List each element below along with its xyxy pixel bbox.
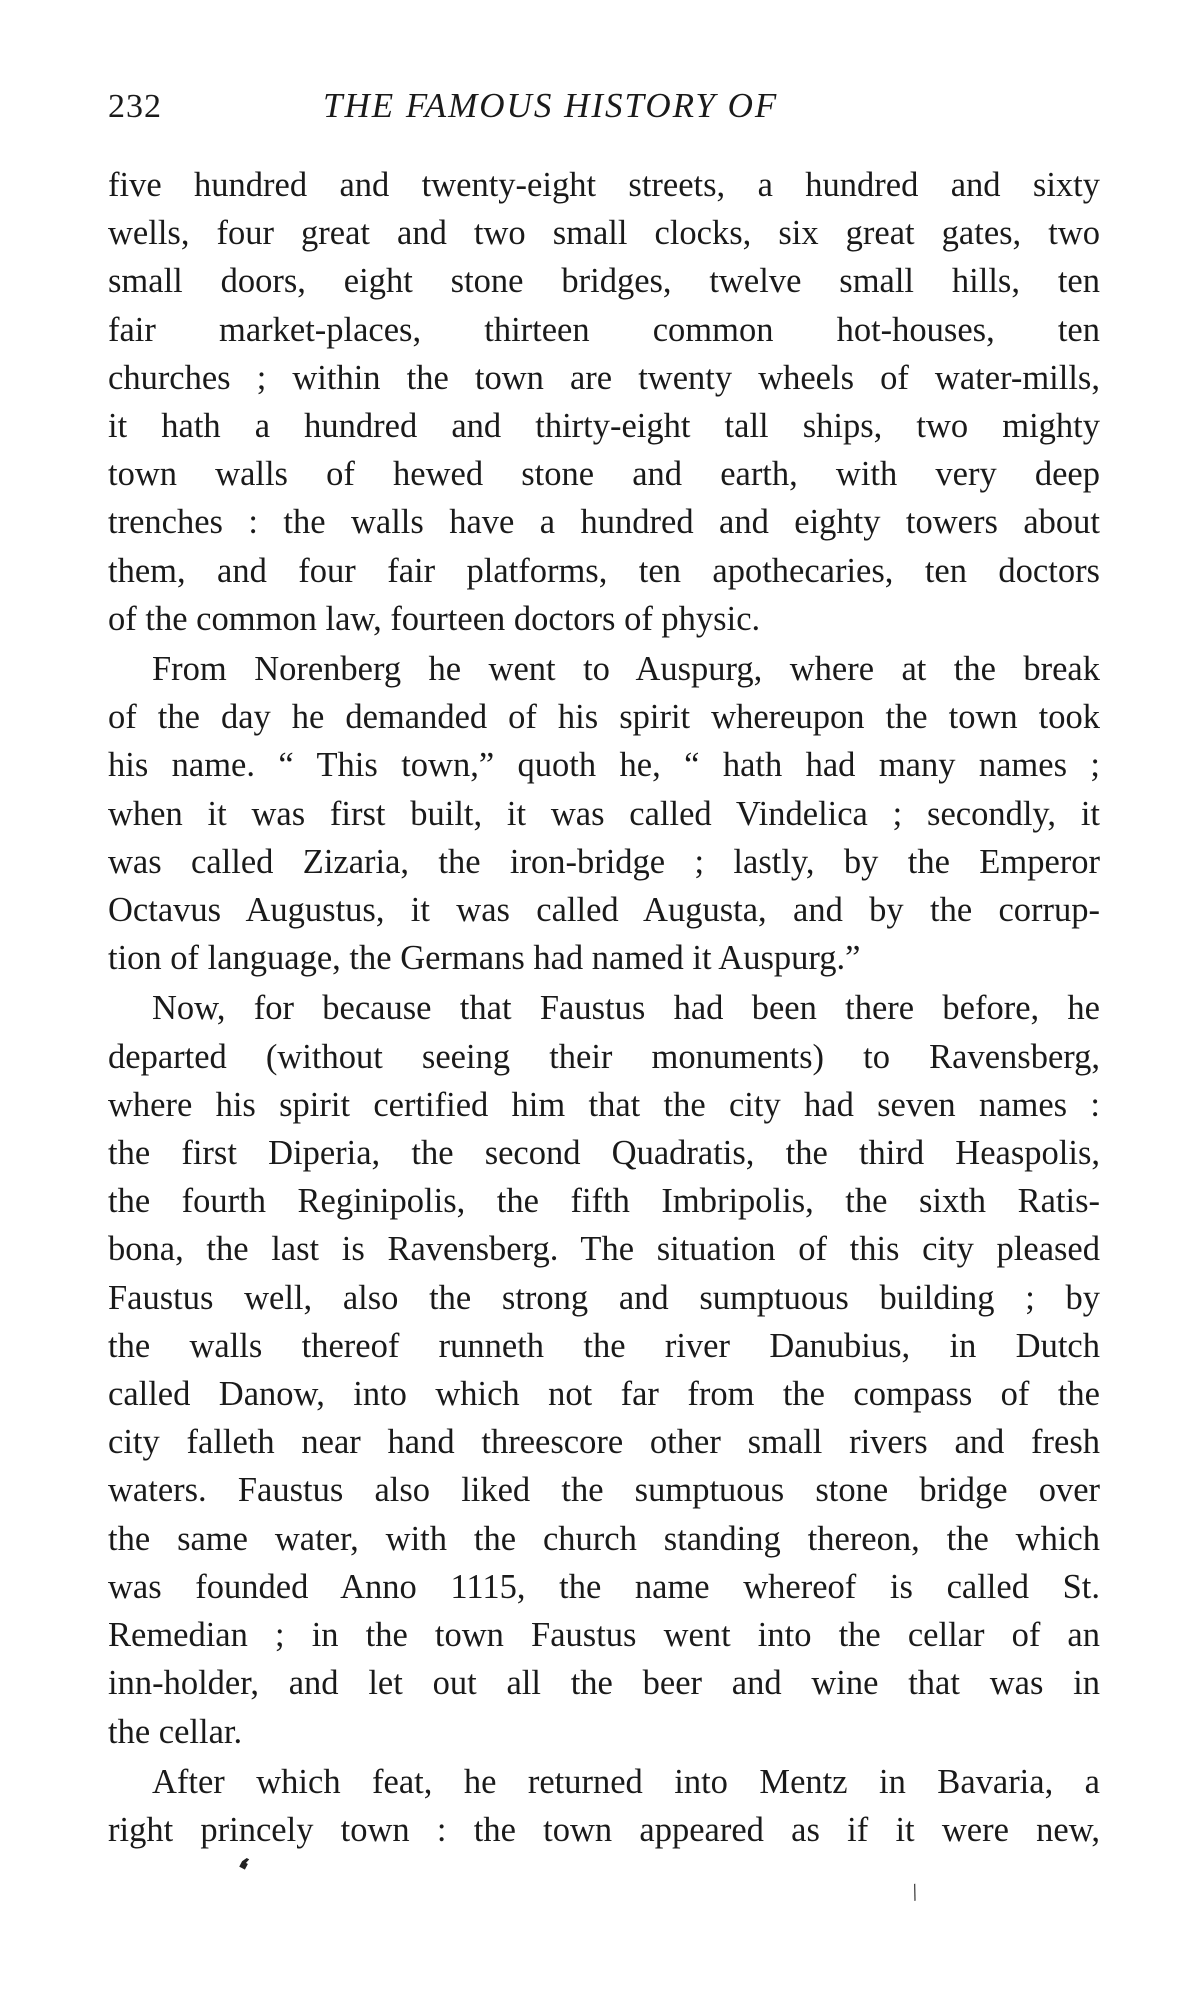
text-line: the fourth Reginipolis, the fifth Imbripolis, the sixth Ratis- [108,1182,1100,1221]
text-line: trenches : the walls have a hundred and eighty towers about [108,503,1100,542]
text-line: fair market-places, thirteen common hot-houses, ten [108,310,1100,349]
text-line: Faustus well, also the strong and sumptuous building ; by [108,1278,1100,1317]
text-line: was called Zizaria, the iron-bridge ; lastly, by the Emperor [108,842,1100,881]
running-title: THE FAMOUS HISTORY OF [323,86,779,125]
text-line: bona, the last is Ravensberg. The situation of this city pleased [108,1230,1100,1269]
text-line: departed (without seeing their monuments) to Ravensberg, [108,1037,1100,1076]
text-line: the cellar. [108,1712,243,1751]
text-line: his name. “ This town,” quoth he, “ hath had many names ; [108,746,1100,785]
running-head [108,88,1100,136]
text-line: churches ; within the town are twenty wheels of water-mills, [108,358,1100,397]
text-line: the walls thereof runneth the river Danubius, in Dutch [108,1326,1100,1365]
text-line: Now, for because that Faustus had been there before, he [152,989,1100,1028]
text-line: inn-holder, and let out all the beer and wine that was in [108,1664,1100,1703]
text-line: city falleth near hand threescore other small rivers and fresh [108,1423,1100,1462]
text-line: After which feat, he returned into Mentz in Bavaria, a [152,1762,1100,1801]
text-line: right princely town : the town appeared as if it were new, [108,1810,1100,1849]
page-number: 232 [108,88,162,125]
text-line: town walls of hewed stone and earth, with very deep [108,455,1100,494]
text-line: when it was first built, it was called Vindelica ; secondly, it [108,794,1100,833]
body-text [108,161,1100,1854]
stray-ink-mark: ❛ [228,1852,253,1887]
text-line: From Norenberg he went to Auspurg, where at the break [152,650,1100,689]
text-line: small doors, eight stone bridges, twelve small hills, ten [108,262,1100,301]
text-line: five hundred and twenty-eight streets, a hundred and sixty [108,166,1100,204]
text-line: called Danow, into which not far from the compass of the [108,1375,1100,1414]
text-line: it hath a hundred and thirty-eight tall ships, two mighty [108,407,1100,446]
text-line: Remedian ; in the town Faustus went into the cellar of an [108,1616,1100,1655]
text-line: the first Diperia, the second Quadratis, the third Heaspolis, [108,1134,1100,1173]
text-line: of the day he demanded of his spirit whereupon the town took [108,698,1100,737]
stray-ink-mark: / [907,1879,923,1907]
paragraph-3 [108,984,1100,1755]
text-line: was founded Anno 1115, the name whereof is called St. [108,1567,1100,1606]
text-line: them, and four fair platforms, ten apothecaries, ten doctors [108,551,1100,590]
text-line: where his spirit certified him that the city had seven names : [108,1085,1100,1124]
text-line: waters. Faustus also liked the sumptuous stone bridge over [108,1471,1100,1510]
text-line: Octavus Augustus, it was called Augusta, and by the corrup- [108,891,1100,930]
paragraph-4 [108,1758,1100,1854]
text-line: the same water, with the church standing thereon, the which [108,1519,1100,1558]
paragraph-2 [108,645,1100,982]
text-line: tion of language, the Germans had named it Auspurg.” [108,939,861,978]
text-line: wells, four great and two small clocks, six great gates, two [108,214,1100,253]
paragraph-1 [108,161,1100,643]
text-line: of the common law, fourteen doctors of physic. [108,599,761,638]
